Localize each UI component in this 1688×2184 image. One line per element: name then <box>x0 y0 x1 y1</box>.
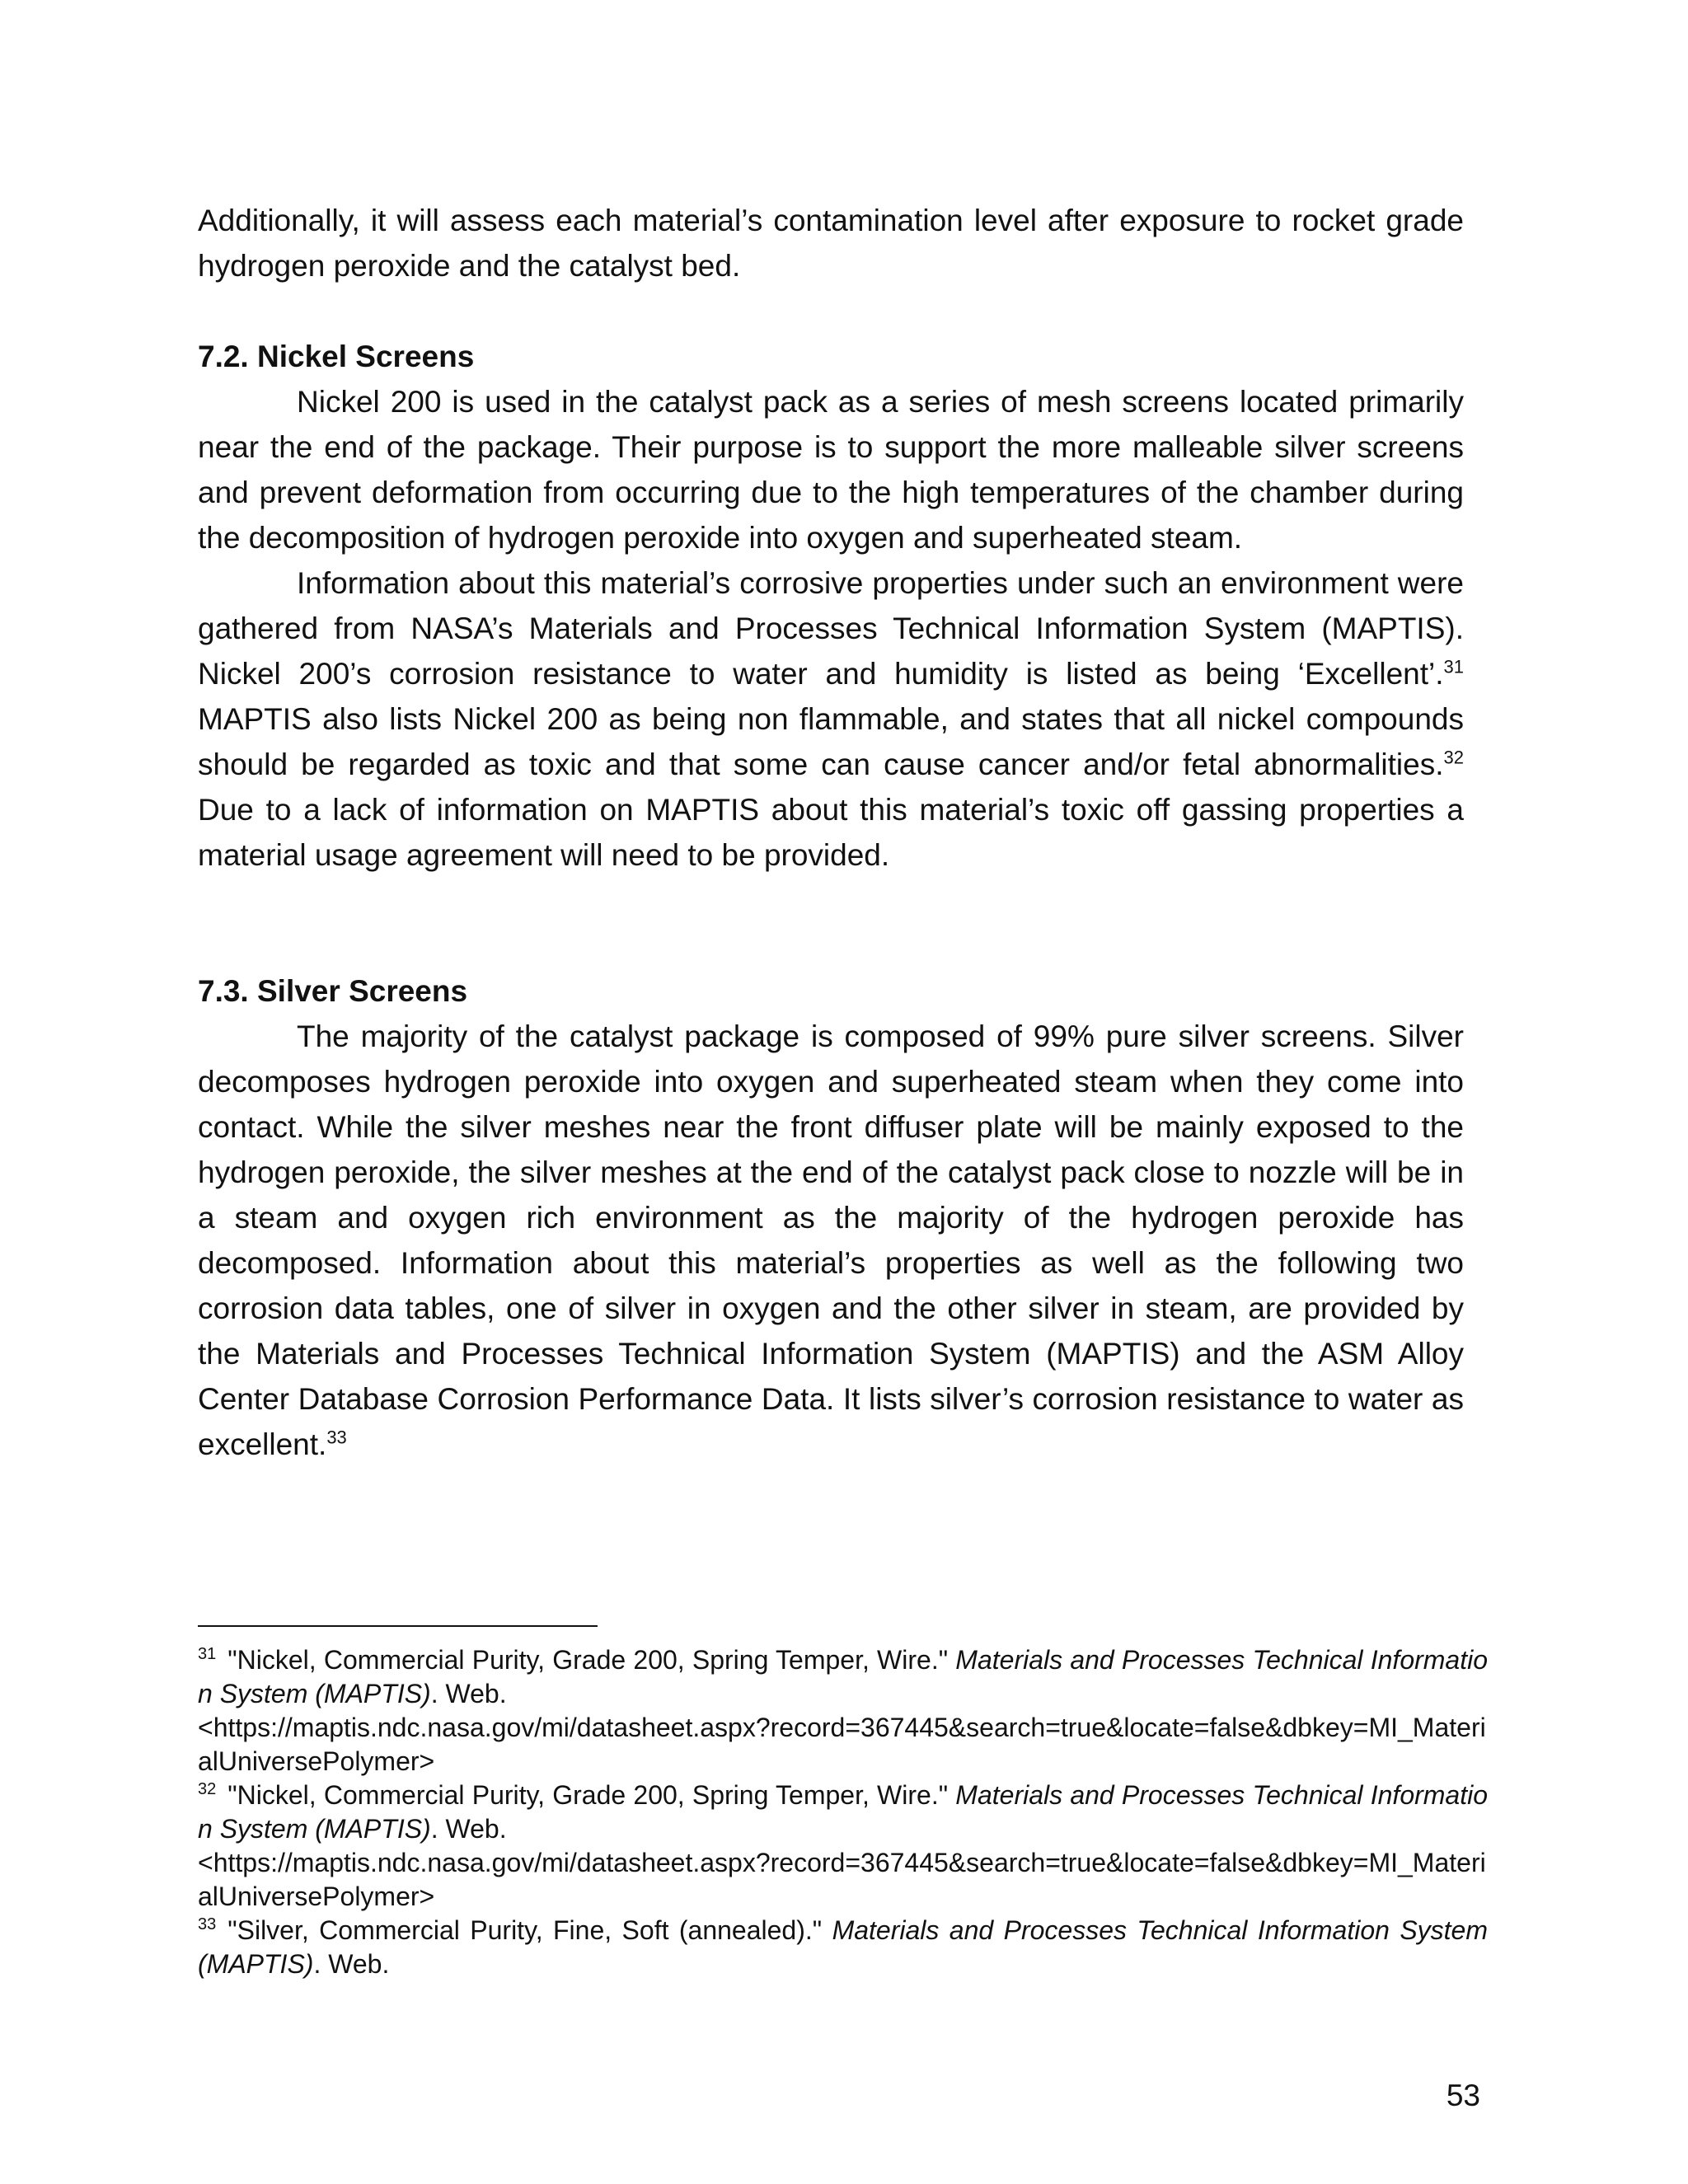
nickel-p2-text-a: Information about this material’s corrosive properties under such an environment were gathered from NASA’s Materials and Processes Technical Information System (MAPTIS). Nickel 200’s corrosion resistance to water and humidity is listed as being ‘Excellent’. <box>198 566 1464 691</box>
footnote-ref-31[interactable]: 31 <box>1443 656 1464 677</box>
footnote-after: . Web. <box>430 1814 507 1844</box>
footnote-32 <box>198 1779 1488 1914</box>
footnote-url[interactable]: <https://maptis.ndc.nasa.gov/mi/datasheet.aspx?record=367445&search=true&locate=false&dbkey=MI_MaterialUniversePolymer> <box>198 1848 1486 1911</box>
section-heading-nickel-screens: 7.2. Nickel Screens <box>198 340 475 373</box>
footnote-source: Materials and Processes Technical Information System (MAPTIS) <box>198 1780 1489 1844</box>
footnote-source: Materials and Processes Technical Information System (MAPTIS) <box>198 1915 1489 1979</box>
intro-paragraph: Additionally, it will assess each material’s contamination level after exposure to rocket grade hydrogen peroxide and the catalyst bed. <box>198 204 1464 283</box>
silver-p1-text: The majority of the catalyst package is composed of 99% pure silver screens. Silver decomposes hydrogen peroxide into oxygen and superheated steam when they come into contact. While the silver meshes near the front diffuser plate will be mainly exposed to the hydrogen peroxide, the silver meshes at the end of the catalyst pack close to nozzle will be in a steam and oxygen rich environment as the majority of the hydrogen peroxide has decomposed. Information about this material’s properties as well as the following two corrosion data tables, one of silver in oxygen and the other silver in steam, are provided by the Materials and Processes Technical Information System (MAPTIS) and the ASM Alloy Center Database Corrosion Performance Data. It lists silver’s corrosion resistance to water as excellent. <box>198 1019 1464 1461</box>
footnote-number: 31 <box>198 1645 217 1664</box>
footnote-title: "Nickel, Commercial Purity, Grade 200, Spring Temper, Wire." <box>227 1780 949 1810</box>
footnote-separator <box>198 1625 598 1627</box>
nickel-paragraph-1: Nickel 200 is used in the catalyst pack as a series of mesh screens located primarily near the end of the package. Their purpose is to support the more malleable silver screens and prevent deformation from occurring due to the high temperatures of the chamber during the decomposition of hydrogen peroxide into oxygen and superheated steam. <box>198 385 1464 555</box>
footnote-ref-32[interactable]: 32 <box>1443 747 1464 768</box>
page-number: 53 <box>1446 2079 1480 2112</box>
footnote-33 <box>198 1914 1488 1981</box>
nickel-p2-text-c: Due to a lack of information on MAPTIS about this material’s toxic off gassing properties a material usage agreement will need to be provided. <box>198 793 1464 872</box>
footnotes-section <box>198 1625 1488 1981</box>
footnote-after: . Web. <box>430 1679 507 1708</box>
footnote-number: 33 <box>198 1915 217 1934</box>
footnote-title: "Nickel, Commercial Purity, Grade 200, Spring Temper, Wire." <box>227 1645 949 1675</box>
footnote-number: 32 <box>198 1780 217 1799</box>
footnote-31 <box>198 1643 1488 1779</box>
section-heading-silver-screens: 7.3. Silver Screens <box>198 974 468 1008</box>
spacer <box>198 878 1464 968</box>
footnote-source: Materials and Processes Technical Information System (MAPTIS) <box>198 1645 1489 1708</box>
footnote-after: . Web. <box>313 1949 390 1979</box>
footnote-title: "Silver, Commercial Purity, Fine, Soft (annealed)." <box>227 1915 823 1945</box>
footnote-url[interactable]: <https://maptis.ndc.nasa.gov/mi/datasheet.aspx?record=367445&search=true&locate=false&dbkey=MI_MaterialUniversePolymer> <box>198 1713 1486 1776</box>
silver-paragraph-1 <box>198 1014 1464 1467</box>
spacer <box>198 288 1464 334</box>
footnote-ref-33[interactable]: 33 <box>326 1427 347 1448</box>
nickel-p2-text-b: MAPTIS also lists Nickel 200 as being non flammable, and states that all nickel compounds should be regarded as toxic and that some can cause cancer and/or fetal abnormalities. <box>198 702 1464 781</box>
nickel-paragraph-2 <box>198 560 1464 878</box>
body-content <box>198 198 1464 1467</box>
